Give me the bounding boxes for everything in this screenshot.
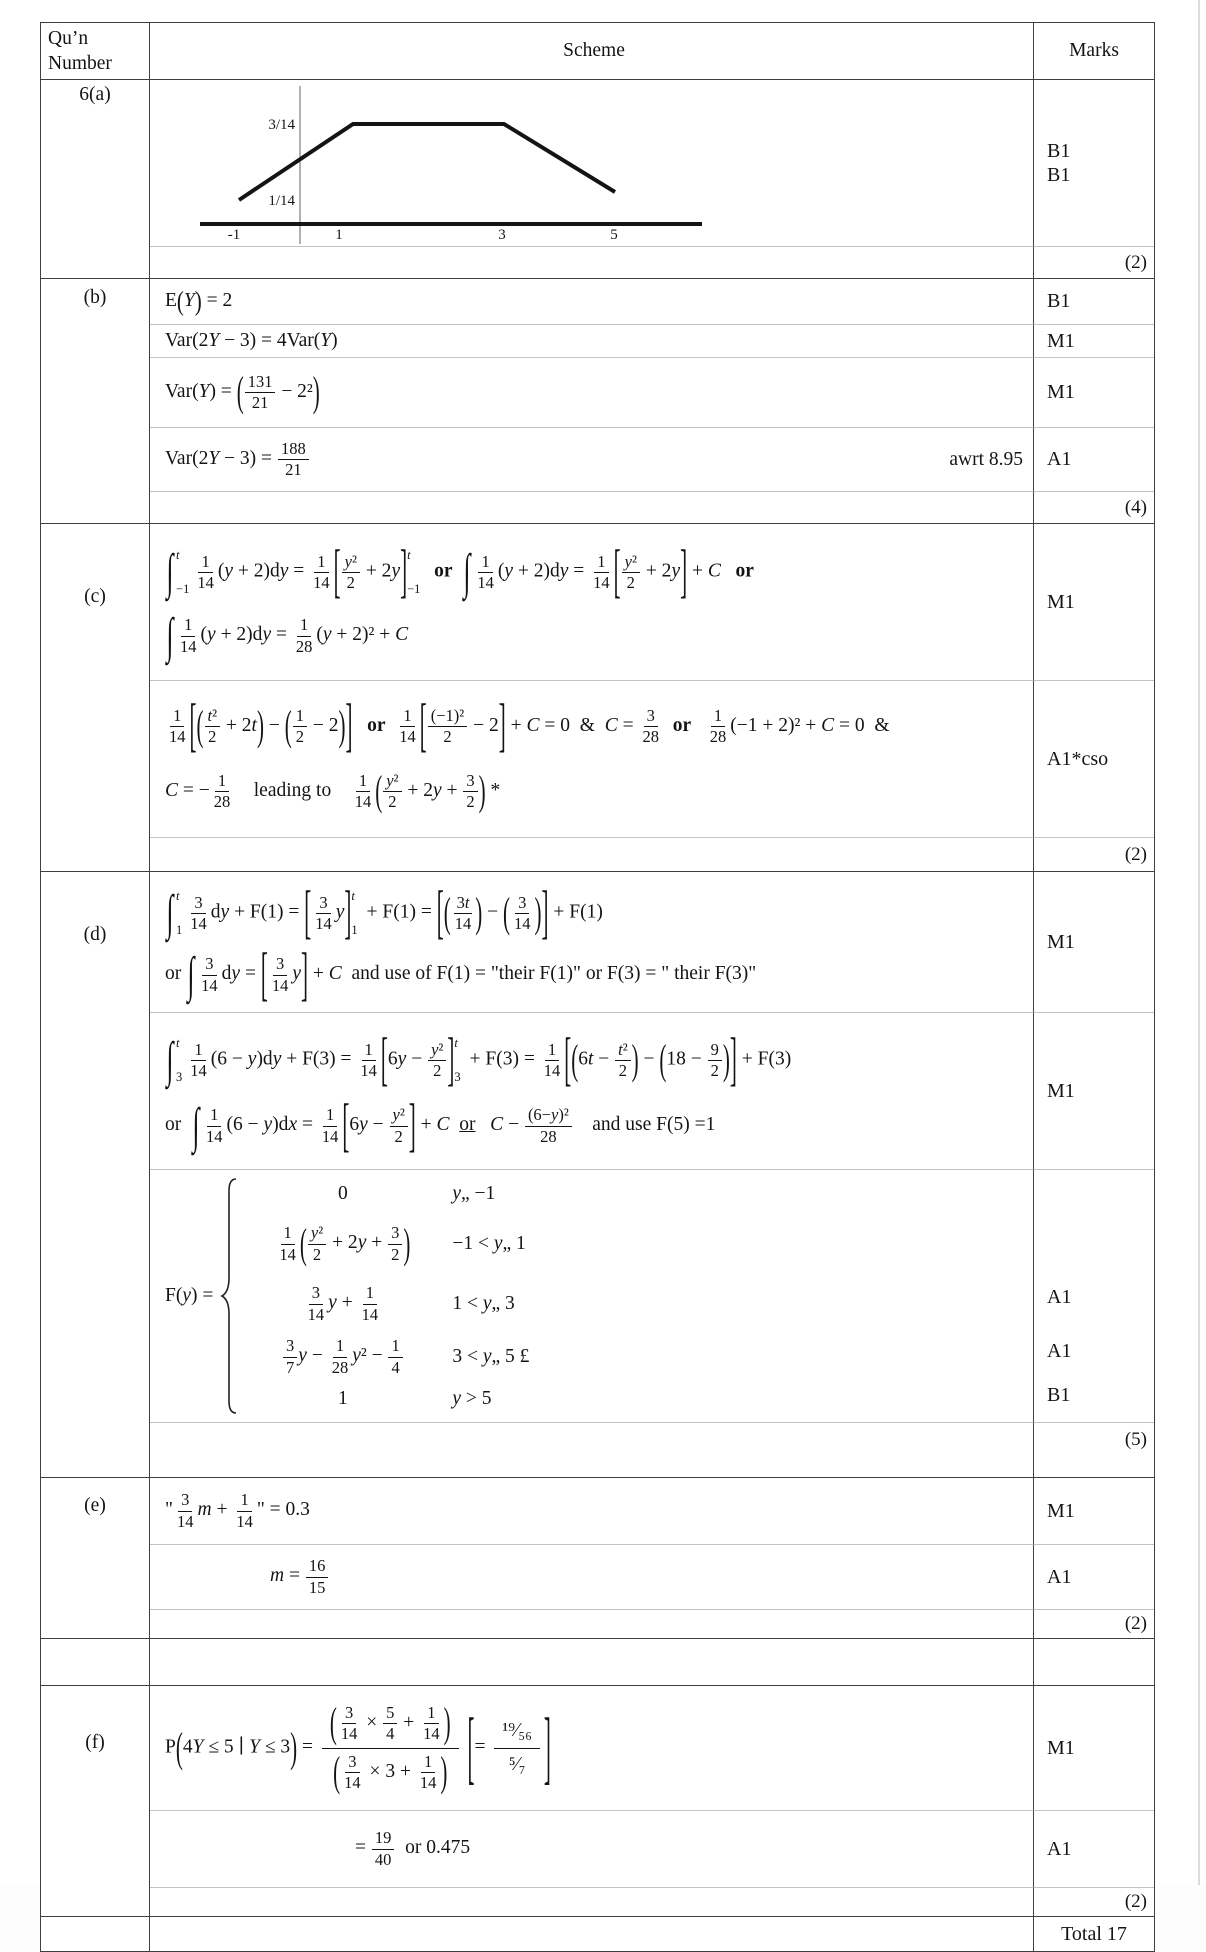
pdf-curve xyxy=(239,124,615,200)
mark-cell xyxy=(1033,1478,1154,1544)
case-row xyxy=(245,1331,637,1383)
scheme-line xyxy=(150,1544,1033,1609)
case-row xyxy=(245,1177,637,1211)
case-expr: 1 xyxy=(338,1387,348,1409)
scheme-line xyxy=(150,680,1033,837)
case-cond: 3 < y„ 5 £ xyxy=(452,1345,530,1367)
section-6a xyxy=(41,79,1154,278)
scheme-line xyxy=(150,1012,1033,1169)
mark-cell xyxy=(1033,1686,1154,1810)
mark-cell-piecewise xyxy=(1033,1169,1154,1422)
mark-a1: A1 xyxy=(1047,1340,1072,1362)
subtotal-f: (2) xyxy=(1033,1887,1154,1916)
variance-rule-line: Var(2Y − 3) = 4Var(Y) xyxy=(165,329,338,351)
x-tick-5: 5 xyxy=(610,227,618,243)
case-row xyxy=(245,1383,637,1415)
subtotal-e: (2) xyxy=(1033,1609,1154,1638)
page-edge-line xyxy=(1198,0,1200,1885)
empty-marks-cell xyxy=(1033,1639,1154,1685)
mark-cell xyxy=(1033,872,1154,1012)
section-d xyxy=(41,871,1154,1477)
integration-line-2: ∫ $\frac{1}{14}$ (y + 2)dy = $\frac{1}{28}$ (y + 2)² + C xyxy=(166,606,409,663)
question-label-f: (f) xyxy=(41,1686,150,1916)
section-empty xyxy=(41,1638,1154,1685)
curly-brace xyxy=(221,1177,239,1415)
mark-cell xyxy=(1033,427,1154,491)
cdf-branch2-line2: or ∫ $\frac{1}{14}$ (6 − y)dx = $\frac{1}{14}$ [6y − $\frac{\text{y²}}{2}$ ] + C or C − $\frac{\text{(6−y)²}}{28}$ and use F(5) =1 xyxy=(165,1091,716,1159)
case-expr: $\frac{3}{14}$ y + $\frac{1}{14}$ xyxy=(307,1283,379,1324)
spacer-cell xyxy=(150,246,1033,278)
case-cond: y„ −1 xyxy=(452,1182,496,1204)
header-qun-line2: Number xyxy=(48,53,112,75)
scheme-line xyxy=(150,1686,1033,1810)
header-scheme-label: Scheme xyxy=(563,40,625,61)
piecewise-cases xyxy=(245,1177,637,1415)
mark-b1: B1 xyxy=(1047,140,1071,162)
case-expr: $\frac{1}{14}$ ( $\frac{\text{y²}}{2}$ + 2y + $\frac{3}{2}$ ) xyxy=(279,1219,411,1267)
mark-b1: B1 xyxy=(1047,290,1071,312)
scheme-line xyxy=(150,357,1033,427)
leading-to-line: C = − $\frac{1}{28}$ leading to $\frac{1}{14}$ ( $\frac{\text{y²}}{2}$ + 2y + $\frac{3}{2}$ ) * xyxy=(165,766,501,815)
mark-m1: M1 xyxy=(1047,1499,1075,1522)
mark-a1: A1 xyxy=(1047,1837,1072,1860)
header-question-number xyxy=(41,23,150,79)
case-expr: 0 xyxy=(338,1182,348,1204)
mark-m1: M1 xyxy=(1047,329,1075,352)
mark-m1: M1 xyxy=(1047,1079,1075,1102)
mark-a1: A1 xyxy=(1047,1286,1072,1308)
question-label-c: (c) xyxy=(41,524,150,871)
grand-total: Total 17 xyxy=(1033,1917,1154,1951)
constant-eval-line: $\frac{1}{14}$ [( $\frac{\text{t²}}{2}$ + 2t) − ( $\frac{1}{2}$ − 2)] or $\frac{1}{14}$ [ $\frac{\text{(−1)²}}{2}$ − 2] + C = 0 & C = $\frac{3}{28}$ or $\frac{1}{28}$ (−1 + 2)² + C = 0 & xyxy=(169,691,890,759)
question-label-6a: 6(a) xyxy=(41,80,150,278)
cdf-branch1-line2: or ∫ $\frac{3}{14}$ dy = [ $\frac{3}{14}$ y] + C and use of F(1) = "their F(1)" or F(3) = " their F(3)" xyxy=(165,940,757,1008)
awrt-note: awrt 8.95 xyxy=(949,448,1023,470)
mark-m1: M1 xyxy=(1047,1736,1075,1759)
mark-cell xyxy=(1033,357,1154,427)
mark-b1: B1 xyxy=(1047,164,1071,186)
scheme-line xyxy=(150,1478,1033,1544)
expectation-line: E(Y) = 2 xyxy=(165,285,233,317)
spacer-cell xyxy=(150,1422,1033,1477)
mark-cell xyxy=(1033,680,1154,837)
header-marks-label: Marks xyxy=(1069,40,1119,61)
mark-cell xyxy=(1033,1012,1154,1169)
variance-y-line: Var(Y) = ( $\frac{131}{21}$ − 2²) xyxy=(165,367,320,416)
mark-cell xyxy=(1033,524,1154,680)
section-f xyxy=(41,1685,1154,1916)
spacer-cell xyxy=(150,1887,1033,1916)
mark-a1: A1 xyxy=(1047,1565,1072,1588)
x-tick-neg1: -1 xyxy=(227,227,241,243)
scheme-line xyxy=(150,279,1033,324)
mark-m1: M1 xyxy=(1047,381,1075,403)
total-scheme-cell xyxy=(150,1917,1033,1951)
question-label-d: (d) xyxy=(41,872,150,1477)
header-marks xyxy=(1033,23,1154,79)
scheme-line xyxy=(150,427,1033,491)
mark-cell xyxy=(1033,1810,1154,1887)
case-row xyxy=(245,1211,637,1277)
conditional-probability-line: P(4Y ≤ 5 ∣ Y ≤ 3) = ( $\frac{3}{14}$ × $\frac{5}{4}$ + $\frac{1}{14}$ ) ( $\frac{3}{14}$ × 3 + $\frac{1}{14}$ ) [= ¹⁹⁄₅₆ ⁵⁄₇ ] xyxy=(165,1698,551,1796)
mark-m1: M1 xyxy=(1047,930,1075,953)
scheme-line xyxy=(150,524,1033,680)
case-cond: 1 < y„ 3 xyxy=(452,1292,515,1314)
mark-m1: M1 xyxy=(1047,590,1075,613)
mark-cell xyxy=(1033,279,1154,324)
header-row xyxy=(41,23,1154,79)
scheme-line xyxy=(150,1810,1033,1887)
mark-a1-cso: A1*cso xyxy=(1047,747,1109,770)
subtotal-d: (5) xyxy=(1033,1422,1154,1477)
pdf-sketch-cell xyxy=(150,80,1033,246)
piecewise-cdf xyxy=(165,1177,637,1415)
scheme-line xyxy=(150,872,1033,1012)
cdf-lhs: F(y) = xyxy=(165,1284,214,1306)
mark-a1: A1 xyxy=(1047,448,1072,470)
header-scheme xyxy=(150,23,1033,79)
case-cond: −1 < y„ 1 xyxy=(452,1232,526,1254)
spacer-cell xyxy=(150,1609,1033,1638)
cdf-branch1-line1: ∫ t 1 $\frac{3}{14}$ dy + F(1) = [ $\frac{3}{14}$ y] t 1 + F(1) = [( $\frac{3t}{14}$ ) − ( $\frac{3}{14}$ )] + F(1) xyxy=(166,878,603,946)
case-expr: $\frac{3}{7}$ y − $\frac{1}{28}$ y² − $\frac{1}{4}$ xyxy=(282,1337,404,1376)
empty-number-cell xyxy=(41,1639,150,1685)
spacer-cell xyxy=(150,837,1033,871)
median-equation-line: " $\frac{3}{14}$ m + $\frac{1}{14}$ " = 0.3 xyxy=(165,1490,310,1531)
section-c xyxy=(41,523,1154,871)
scheme-line xyxy=(150,324,1033,357)
subtotal-b: (4) xyxy=(1033,491,1154,523)
header-qun-line1: Qu’n xyxy=(48,28,89,49)
case-cond: y > 5 xyxy=(452,1387,492,1409)
spacer-cell xyxy=(150,491,1033,523)
subtotal-c: (2) xyxy=(1033,837,1154,871)
empty-scheme-cell xyxy=(150,1639,1033,1685)
section-e xyxy=(41,1477,1154,1638)
mark-b1: B1 xyxy=(1047,1384,1071,1406)
case-row xyxy=(245,1277,637,1331)
median-result-line: m = $\frac{16}{15}$ xyxy=(270,1557,329,1596)
marks-6a xyxy=(1033,80,1154,246)
section-b xyxy=(41,278,1154,523)
total-number-cell xyxy=(41,1917,150,1951)
y-tick-3-14: 3/14 xyxy=(268,117,295,133)
y-tick-1-14: 1/14 xyxy=(268,193,295,209)
cdf-branch2-line1: ∫ t 3 $\frac{1}{14}$ (6 − y)dy + F(3) = $\frac{1}{14}$ [6y − $\frac{\text{y²}}{2}$ ] t 3 + F(3) = $\frac{1}{14}$ [(6t − $\frac{\text{t²}}{2}$ ) − (18 − $\frac{9}{2}$ )] + F(3) xyxy=(166,1025,792,1093)
variance-result-line: Var(2Y − 3) = $\frac{188}{21}$ xyxy=(165,440,310,479)
subtotal-6a: (2) xyxy=(1033,246,1154,278)
probability-result-line: = $\frac{19}{40}$ or 0.475 xyxy=(355,1828,471,1869)
integration-line-1: ∫ t −1 $\frac{1}{14}$ (y + 2)dy = $\frac{1}{14}$ [ $\frac{\text{y²}}{2}$ + 2y] t −1 or ∫ $\frac{1}{14}$ (y + 2)dy = $\frac{1}{14}$ [ $\frac{\text{y²}}{2}$ + 2y] + C or xyxy=(166,537,754,605)
question-label-e: (e) xyxy=(41,1478,150,1638)
x-tick-1: 1 xyxy=(335,227,343,243)
x-tick-3: 3 xyxy=(498,227,506,243)
section-total xyxy=(41,1916,1154,1951)
mark-scheme-table xyxy=(40,22,1155,1952)
pdf-graph xyxy=(150,80,770,246)
question-label-b: (b) xyxy=(41,279,150,523)
mark-cell xyxy=(1033,1544,1154,1609)
piecewise-cell xyxy=(150,1169,1033,1422)
mark-cell xyxy=(1033,324,1154,357)
